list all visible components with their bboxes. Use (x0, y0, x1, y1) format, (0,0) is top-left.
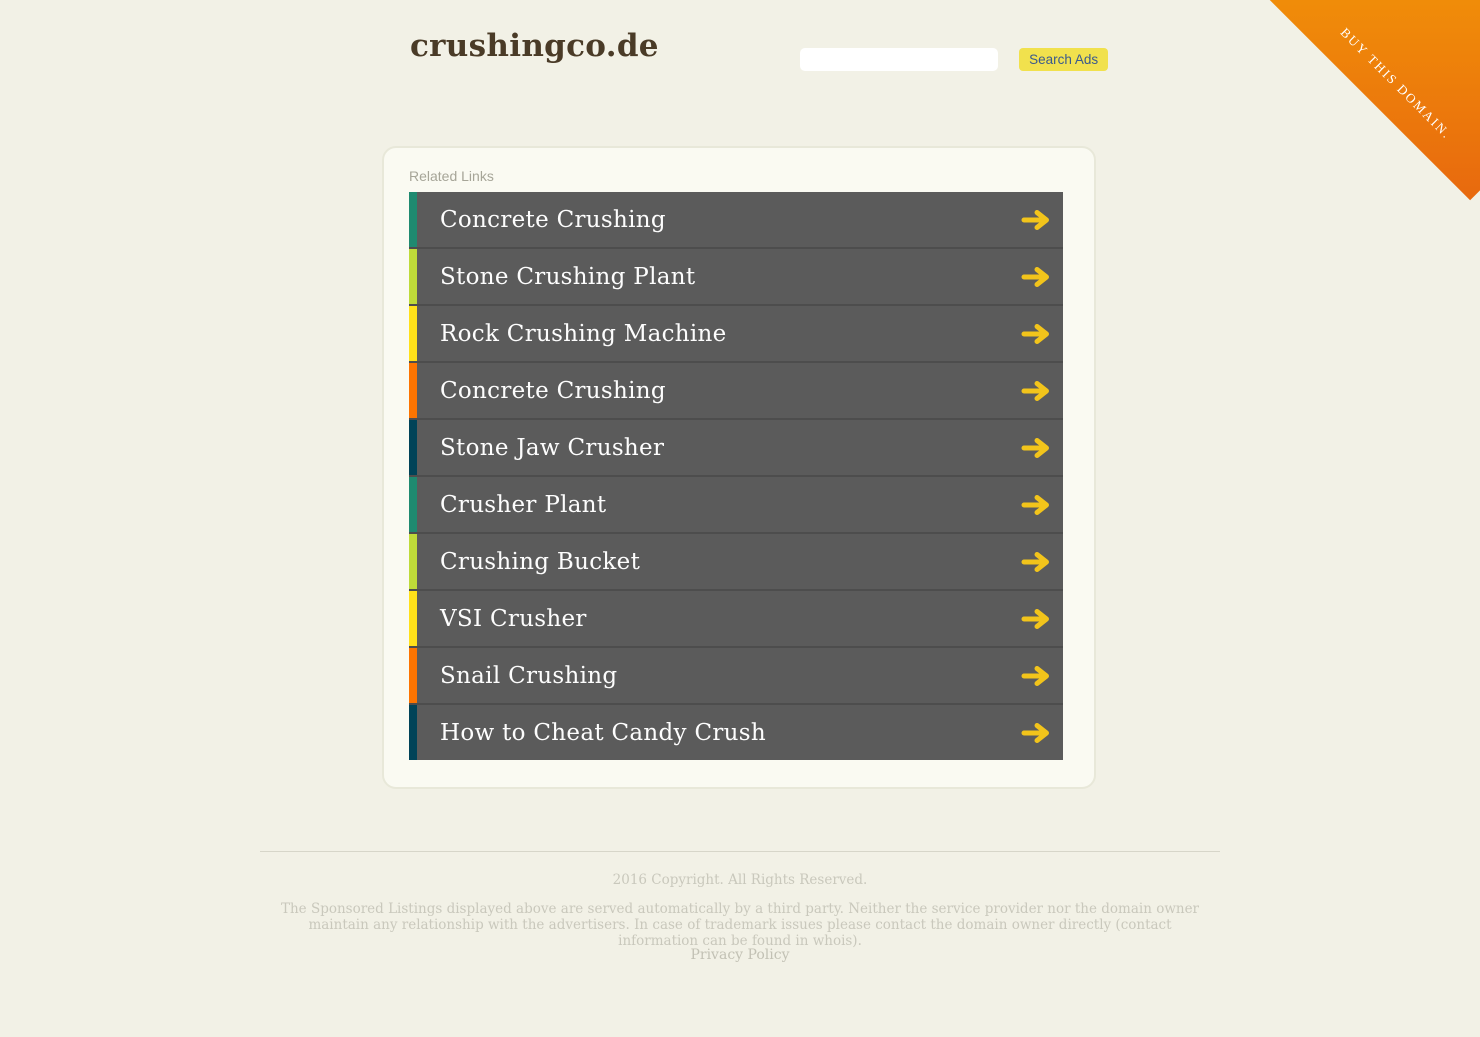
related-links-heading: Related Links (409, 168, 494, 184)
ribbon-band (1265, 0, 1480, 200)
ribbon-label: BUY THIS DOMAIN. (1337, 24, 1455, 142)
arrow-right-icon (1021, 664, 1063, 688)
related-link-label: Concrete Crushing (440, 377, 666, 404)
disclaimer-text: The Sponsored Listings displayed above are served automatically by a third party. Neither the service provider nor the domain owner maintain any relationship with the advertisers. In case of trademark issues please contact the domain owner directly (contact information can be found in whois). (280, 901, 1200, 949)
related-link-label: Rock Crushing Machine (440, 320, 727, 347)
accent-bar (409, 420, 417, 475)
copyright-text: 2016 Copyright. All Rights Reserved. (612, 872, 868, 888)
arrow-right-icon (1021, 379, 1063, 403)
buy-this-domain-ribbon[interactable] (1265, 0, 1480, 215)
arrow-right-icon (1021, 436, 1063, 460)
arrow-right-icon (1021, 721, 1063, 745)
accent-bar (409, 192, 417, 247)
related-link-row[interactable] (409, 477, 1063, 534)
search-ads-button[interactable]: Search Ads (1019, 48, 1108, 71)
related-link-row[interactable] (409, 591, 1063, 648)
related-link-row[interactable] (409, 192, 1063, 249)
related-link-label: Stone Crushing Plant (440, 263, 696, 290)
accent-bar (409, 363, 417, 418)
related-link-row[interactable] (409, 534, 1063, 591)
related-link-row[interactable] (409, 705, 1063, 760)
accent-bar (409, 249, 417, 304)
arrow-right-icon (1021, 265, 1063, 289)
page-title: crushingco.de (410, 28, 659, 64)
related-link-label: Crushing Bucket (440, 548, 641, 575)
arrow-right-icon (1021, 550, 1063, 574)
related-link-label: Stone Jaw Crusher (440, 434, 665, 461)
search-form (800, 48, 1108, 71)
related-link-row[interactable] (409, 648, 1063, 705)
related-link-label: How to Cheat Candy Crush (440, 719, 766, 746)
arrow-right-icon (1021, 322, 1063, 346)
accent-bar (409, 705, 417, 760)
arrow-right-icon (1021, 607, 1063, 631)
accent-bar (409, 306, 417, 361)
related-link-label: VSI Crusher (440, 605, 587, 632)
accent-bar (409, 591, 417, 646)
related-links-panel (382, 146, 1096, 789)
arrow-right-icon (1021, 208, 1063, 232)
accent-bar (409, 648, 417, 703)
accent-bar (409, 477, 417, 532)
arrow-right-icon (1021, 493, 1063, 517)
related-link-row[interactable] (409, 363, 1063, 420)
privacy-policy-link[interactable]: Privacy Policy (690, 947, 790, 963)
footer-divider (260, 851, 1220, 852)
related-links-list (409, 192, 1063, 760)
related-link-row[interactable] (409, 249, 1063, 306)
related-link-label: Crusher Plant (440, 491, 607, 518)
related-link-label: Snail Crushing (440, 662, 618, 689)
related-link-label: Concrete Crushing (440, 206, 666, 233)
search-input[interactable] (800, 48, 998, 71)
related-link-row[interactable] (409, 420, 1063, 477)
related-link-row[interactable] (409, 306, 1063, 363)
accent-bar (409, 534, 417, 589)
